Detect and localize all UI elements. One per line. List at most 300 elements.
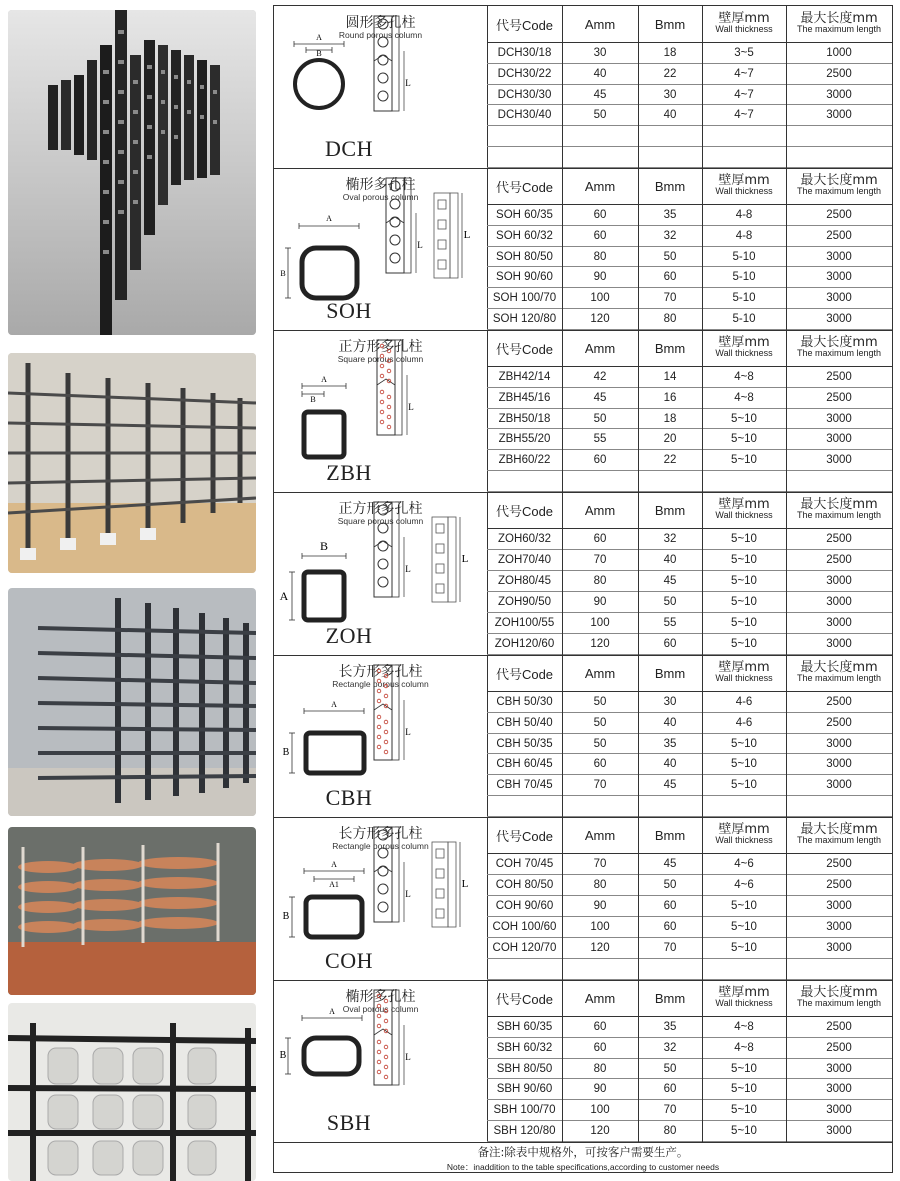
- cell-a: 60: [593, 758, 607, 771]
- spec-rows: [487, 492, 892, 655]
- cell-a: 100: [590, 921, 610, 933]
- cell-a: 120: [590, 942, 610, 954]
- table-row: [487, 85, 892, 106]
- cell-b: 32: [663, 1041, 677, 1054]
- column-divider: [786, 168, 787, 330]
- cell-a: 90: [593, 271, 607, 284]
- header-cn: 最大长度mm: [800, 173, 878, 188]
- column-divider: [786, 6, 787, 168]
- header-en: Wall thickness: [715, 673, 773, 683]
- cell-b: 22: [663, 454, 677, 467]
- cell-code: COH 100/60: [492, 921, 557, 933]
- cell-a: 100: [590, 292, 610, 305]
- column-divider: [638, 817, 639, 980]
- cell-code: ZOH80/45: [497, 575, 552, 587]
- cell-wall: 4~8: [734, 1020, 754, 1033]
- section-title: 长方形多孔柱: [338, 664, 423, 680]
- dim-label: B: [282, 747, 290, 758]
- cell-max: 2500: [826, 208, 852, 221]
- cell-wall: [702, 147, 786, 167]
- table-row: [487, 529, 892, 550]
- cell-code: SOH 60/32: [496, 229, 553, 242]
- header-b: Bmm: [654, 827, 686, 843]
- cell-max: [786, 796, 892, 816]
- cell-wall: 4-8: [735, 208, 753, 221]
- table-row: [487, 388, 892, 409]
- cell-wall: 5~10: [731, 554, 757, 566]
- cell-wall: 5~10: [731, 638, 757, 650]
- cell-a: 60: [593, 229, 607, 242]
- cell-wall: 5~10: [731, 1083, 757, 1096]
- header-max: [786, 492, 892, 528]
- section-title: 椭形多孔柱: [345, 989, 416, 1005]
- cell-b: 70: [663, 942, 677, 954]
- cell-code: COH 80/50: [495, 879, 554, 891]
- section-diagram: [274, 168, 488, 330]
- cell-max: 3000: [826, 412, 852, 425]
- column-divider: [638, 980, 639, 1142]
- cell-wall: 5-10: [732, 292, 756, 305]
- cell-max: 3000: [826, 921, 852, 933]
- header-code: 代号Code: [495, 341, 554, 357]
- section-diagram: [274, 980, 488, 1142]
- cell-code: ZBH60/22: [498, 454, 551, 467]
- cell-code: ZOH70/40: [497, 554, 552, 566]
- table-row: [487, 471, 892, 492]
- cell-wall: 4~8: [734, 1041, 754, 1054]
- section-subtitle: Square porous column: [337, 354, 424, 364]
- cell-a: 90: [593, 596, 607, 608]
- cell-b: 80: [663, 1125, 677, 1138]
- column-side-view: [386, 178, 404, 273]
- section-code: ZOH: [325, 623, 373, 648]
- cell-wall: 4~7: [734, 67, 754, 80]
- section-subtitle: Rectangle porous column: [332, 679, 429, 689]
- column-divider: [562, 655, 563, 817]
- table-row: [487, 367, 892, 388]
- cell-code: CBH 50/30: [496, 695, 553, 708]
- header-max: [786, 168, 892, 204]
- table-row: [487, 734, 892, 755]
- cell-b: 18: [663, 46, 677, 59]
- cell-b: [638, 126, 702, 146]
- cell-a: 80: [593, 575, 607, 587]
- section-title: 正方形多孔柱: [338, 501, 423, 517]
- section-diagram: [274, 330, 488, 492]
- header-en: The maximum length: [796, 24, 882, 34]
- table-row: [487, 796, 892, 817]
- section-title: 圆形多孔柱: [345, 15, 416, 31]
- cell-b: 50: [663, 879, 677, 891]
- table-row: [487, 64, 892, 85]
- cell-a: 50: [593, 412, 607, 425]
- cell-wall: 5-10: [732, 271, 756, 284]
- cell-a: 70: [593, 554, 607, 566]
- cell-b: [638, 959, 702, 979]
- column-side-view: [374, 990, 392, 1085]
- cell-wall: 5-10: [732, 250, 756, 263]
- section-subtitle: Round porous column: [338, 30, 423, 40]
- table-row: [487, 613, 892, 634]
- cell-code: [487, 126, 562, 146]
- header-b: Bmm: [654, 990, 686, 1006]
- cell-max: 3000: [826, 433, 852, 446]
- dim-label: L: [405, 564, 411, 574]
- column-front-view: [434, 193, 450, 278]
- cell-code: SOH 90/60: [496, 271, 553, 284]
- cell-b: 45: [663, 858, 677, 870]
- cell-wall: 5~10: [731, 1125, 757, 1138]
- header-max: [786, 330, 892, 366]
- cell-b: 40: [663, 758, 677, 771]
- table-row: [487, 309, 892, 330]
- cell-a: 42: [593, 370, 607, 383]
- cell-a: 60: [593, 208, 607, 221]
- spec-rows: [487, 168, 892, 330]
- cell-code: SOH 60/35: [496, 208, 553, 221]
- cell-max: 3000: [826, 617, 852, 629]
- header-wall: [702, 817, 786, 853]
- cell-a: [562, 126, 638, 146]
- cell-code: [487, 147, 562, 167]
- section-sbh: [274, 980, 892, 1143]
- oval-cross-section: [302, 248, 357, 298]
- dim-label: B: [316, 49, 322, 58]
- photo-kiln-rack-2: [8, 588, 256, 816]
- cell-code: DCH30/30: [497, 88, 552, 101]
- cell-a: 50: [593, 109, 607, 122]
- cell-a: 100: [590, 617, 610, 629]
- header-a: Amm: [584, 990, 616, 1006]
- dim-label: B: [282, 911, 290, 922]
- cell-max: 2500: [826, 716, 852, 729]
- cell-wall: 5~10: [731, 533, 757, 545]
- header-a: Amm: [584, 340, 616, 356]
- spec-rows: [487, 6, 892, 168]
- cell-wall: [702, 796, 786, 816]
- cell-a: 50: [593, 695, 607, 708]
- photo-kiln-ceramics: [8, 1003, 256, 1181]
- cell-max: 3000: [826, 638, 852, 650]
- table-row: [487, 288, 892, 309]
- cell-b: 40: [663, 554, 677, 566]
- table-row: [487, 755, 892, 776]
- table-row: [487, 147, 892, 168]
- section-title: 椭形多孔柱: [345, 177, 416, 193]
- cell-b: [638, 471, 702, 491]
- cell-wall: 5~10: [731, 921, 757, 933]
- cell-max: 2500: [826, 370, 852, 383]
- cell-code: SOH 120/80: [492, 313, 557, 326]
- cell-wall: 4~6: [734, 858, 754, 870]
- cell-max: [786, 126, 892, 146]
- table-row: [487, 409, 892, 430]
- table-row: [487, 1038, 892, 1059]
- column-divider: [702, 330, 703, 492]
- table-row: [487, 1080, 892, 1101]
- cell-b: 22: [663, 67, 677, 80]
- kiln-ceramics-image: [8, 1003, 256, 1181]
- header-cn: 壁厚mm: [718, 11, 770, 26]
- cell-max: 3000: [826, 1083, 852, 1096]
- table-row: [487, 571, 892, 592]
- dim-label: L: [405, 1052, 411, 1062]
- cell-a: 90: [593, 900, 607, 912]
- column-divider: [562, 980, 563, 1142]
- table-row: [487, 634, 892, 655]
- column-divider: [702, 492, 703, 655]
- dim-label: A: [326, 214, 332, 223]
- cell-code: DCH30/22: [497, 67, 552, 80]
- dim-label: A: [331, 860, 337, 869]
- cell-max: 3000: [826, 575, 852, 587]
- column-divider: [638, 168, 639, 330]
- cell-max: 2500: [826, 1041, 852, 1054]
- cell-code: [487, 959, 562, 979]
- cell-max: 3000: [826, 109, 852, 122]
- table-row: [487, 126, 892, 147]
- column-front-view: [432, 842, 448, 927]
- cell-code: ZBH42/14: [498, 370, 551, 383]
- cell-code: COH 90/60: [495, 900, 554, 912]
- header-b: Bmm: [654, 340, 686, 356]
- photo-kiln-rack-1: [8, 353, 256, 573]
- table-row: [487, 430, 892, 451]
- square-cross-section: [304, 412, 344, 457]
- cell-b: 35: [663, 737, 677, 750]
- section-subtitle: Rectangle porous column: [332, 841, 429, 851]
- cell-wall: 5~10: [731, 1062, 757, 1075]
- cell-max: 3000: [826, 1104, 852, 1117]
- table-header: [487, 492, 892, 529]
- table-row: [487, 1100, 892, 1121]
- column-divider: [562, 6, 563, 168]
- dim-label: L: [405, 78, 411, 88]
- column-divider: [702, 6, 703, 168]
- column-divider: [702, 817, 703, 980]
- cell-a: 60: [593, 454, 607, 467]
- dim-label: A: [321, 375, 327, 384]
- header-a: Amm: [584, 16, 616, 32]
- cell-max: 2500: [826, 391, 852, 404]
- cell-a: [562, 796, 638, 816]
- column-front-view: [432, 517, 448, 602]
- kiln-rack-image: [8, 353, 256, 573]
- table-row: [487, 106, 892, 127]
- cell-b: 20: [663, 433, 677, 446]
- header-cn: 壁厚mm: [718, 173, 770, 188]
- footnote: [274, 1139, 892, 1173]
- cell-a: [562, 147, 638, 167]
- cell-wall: 4~7: [734, 88, 754, 101]
- header-en: Wall thickness: [715, 835, 773, 845]
- cell-code: SBH 60/35: [496, 1020, 553, 1033]
- cell-max: 3000: [826, 271, 852, 284]
- cell-wall: 5~10: [731, 737, 757, 750]
- cell-wall: 5~10: [731, 942, 757, 954]
- table-row: [487, 713, 892, 734]
- rect-cross-section: [306, 733, 364, 773]
- cell-b: 35: [663, 208, 677, 221]
- cell-b: 80: [663, 313, 677, 326]
- cell-max: 3000: [826, 942, 852, 954]
- table-row: [487, 1017, 892, 1038]
- cell-code: DCH30/18: [497, 46, 552, 59]
- cell-a: 100: [590, 1104, 610, 1117]
- table-row: [487, 896, 892, 917]
- cell-max: 2500: [826, 695, 852, 708]
- cell-a: 60: [593, 533, 607, 545]
- cell-wall: 5~10: [731, 412, 757, 425]
- cell-max: 2500: [826, 533, 852, 545]
- header-cn: 最大长度mm: [800, 335, 878, 350]
- header-en: The maximum length: [796, 673, 882, 683]
- header-code: 代号Code: [495, 179, 554, 195]
- cell-b: 30: [663, 88, 677, 101]
- table-header: [487, 330, 892, 367]
- cell-a: 60: [593, 1041, 607, 1054]
- header-en: The maximum length: [796, 835, 882, 845]
- cell-code: [487, 796, 562, 816]
- cell-code: SOH 80/50: [496, 250, 553, 263]
- cell-wall: 5~10: [731, 758, 757, 771]
- cell-a: 45: [593, 88, 607, 101]
- table-row: [487, 1059, 892, 1080]
- table-row: [487, 268, 892, 289]
- section-subtitle: Square porous column: [337, 516, 424, 526]
- column-divider: [562, 168, 563, 330]
- spec-rows: [487, 655, 892, 817]
- cell-code: SBH 100/70: [493, 1104, 556, 1117]
- header-code: 代号Code: [495, 991, 554, 1007]
- cell-code: COH 70/45: [495, 858, 554, 870]
- cell-code: CBH 50/35: [496, 737, 553, 750]
- cell-b: 45: [663, 779, 677, 792]
- column-side-view: [374, 665, 392, 760]
- header-en: Wall thickness: [715, 186, 773, 196]
- table-row: [487, 938, 892, 959]
- cell-code: DCH30/40: [497, 109, 552, 122]
- cell-wall: 5~10: [731, 779, 757, 792]
- header-max: [786, 980, 892, 1016]
- footnote-cn: 备注:除表中规格外，可按客户需要生产。: [477, 1145, 689, 1159]
- cell-b: 32: [663, 533, 677, 545]
- cell-a: 120: [590, 638, 610, 650]
- cell-max: 2500: [826, 67, 852, 80]
- header-wall: [702, 330, 786, 366]
- cell-b: 40: [663, 109, 677, 122]
- cell-code: ZBH55/20: [498, 433, 551, 446]
- dim-label: L: [463, 229, 471, 241]
- cell-wall: 5~10: [731, 454, 757, 467]
- cell-max: [786, 147, 892, 167]
- header-cn: 最大长度mm: [800, 660, 878, 675]
- cell-wall: 5~10: [731, 617, 757, 629]
- header-cn: 最大长度mm: [800, 822, 878, 837]
- header-en: Wall thickness: [715, 998, 773, 1008]
- column-divider: [562, 330, 563, 492]
- cell-b: 60: [663, 921, 677, 933]
- section-soh: [274, 168, 892, 331]
- cell-code: ZBH45/16: [498, 391, 551, 404]
- oval-cross-section: [304, 1038, 359, 1074]
- cell-b: 50: [663, 596, 677, 608]
- column-side-view: [377, 340, 395, 435]
- columns-image: [8, 10, 256, 335]
- section-dch: [274, 6, 892, 169]
- round-cross-section: [295, 60, 343, 108]
- dim-label: L: [461, 553, 469, 565]
- table-row: [487, 247, 892, 268]
- cell-code: CBH 60/45: [496, 758, 553, 771]
- header-code: 代号Code: [495, 503, 554, 519]
- cell-a: [562, 959, 638, 979]
- header-cn: 壁厚mm: [718, 822, 770, 837]
- cell-max: 2500: [826, 1020, 852, 1033]
- cell-b: 16: [663, 391, 677, 404]
- cell-max: 2500: [826, 229, 852, 242]
- cell-max: [786, 959, 892, 979]
- cell-wall: 5~10: [731, 596, 757, 608]
- cell-code: ZOH90/50: [497, 596, 552, 608]
- cell-wall: 4-6: [735, 695, 753, 708]
- cell-b: 32: [663, 229, 677, 242]
- table-row: [487, 205, 892, 226]
- cell-wall: 4~7: [734, 109, 754, 122]
- section-title: 正方形多孔柱: [338, 339, 423, 355]
- table-row: [487, 917, 892, 938]
- header-en: Wall thickness: [715, 348, 773, 358]
- table-row: [487, 550, 892, 571]
- cell-b: 60: [663, 900, 677, 912]
- header-en: The maximum length: [796, 998, 882, 1008]
- header-max: [786, 817, 892, 853]
- header-code: 代号Code: [495, 828, 554, 844]
- section-diagram: [274, 655, 488, 817]
- cell-b: 35: [663, 1020, 677, 1033]
- cell-b: 50: [663, 1062, 677, 1075]
- cell-max: 3000: [826, 292, 852, 305]
- cell-b: 60: [663, 271, 677, 284]
- header-wall: [702, 168, 786, 204]
- cell-a: 30: [593, 46, 607, 59]
- cell-a: 80: [593, 879, 607, 891]
- section-code: CBH: [325, 785, 373, 810]
- cell-code: CBH 50/40: [496, 716, 553, 729]
- photo-kiln-pottery: [8, 827, 256, 995]
- header-cn: 壁厚mm: [718, 985, 770, 1000]
- column-divider: [702, 980, 703, 1142]
- cell-code: SOH 100/70: [492, 292, 557, 305]
- dim-label: B: [310, 395, 316, 404]
- column-divider: [786, 655, 787, 817]
- dim-label: L: [408, 402, 414, 412]
- cell-max: 3000: [826, 900, 852, 912]
- table-header: [487, 6, 892, 43]
- column-divider: [638, 655, 639, 817]
- cell-max: 3000: [826, 454, 852, 467]
- cell-max: 3000: [826, 596, 852, 608]
- table-header: [487, 817, 892, 854]
- dim-label: A: [331, 700, 337, 709]
- header-en: The maximum length: [796, 186, 882, 196]
- kiln-rack-image-2: [8, 588, 256, 816]
- section-diagram: [274, 6, 488, 168]
- dim-label: A1: [329, 880, 339, 889]
- cell-max: 2500: [826, 554, 852, 566]
- cell-a: 90: [593, 1083, 607, 1096]
- cell-wall: [702, 126, 786, 146]
